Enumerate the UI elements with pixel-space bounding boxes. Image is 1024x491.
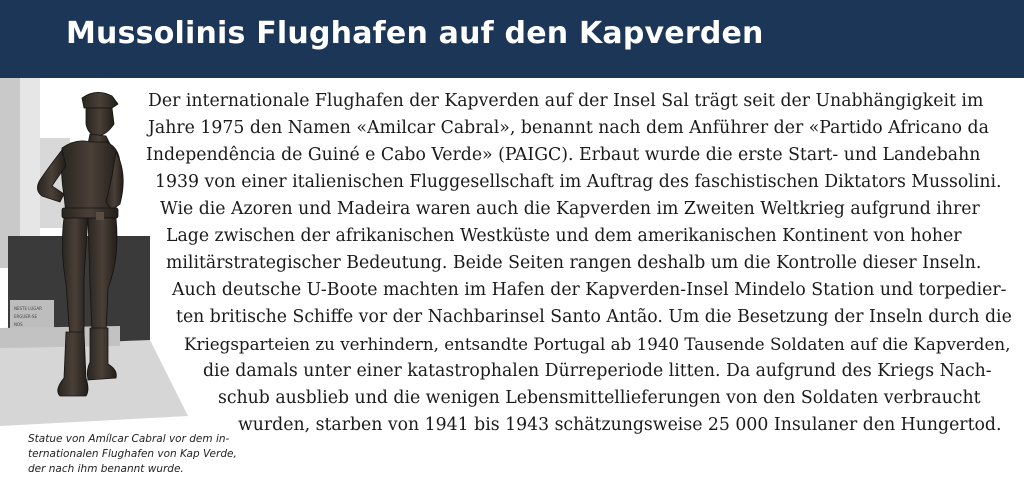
plaque-text: ERGUER-SE [14, 314, 37, 319]
article-line: die damals unter einer katastrophalen Dürreperiode litten. Da aufgrund des Kriegs Nach- [203, 361, 992, 381]
caption-line: ternationalen Flughafen von Kap Verde, [28, 448, 237, 460]
photo-caption [28, 432, 238, 477]
article-line: wurden, starben von 1941 bis 1943 schätzungsweise 25 000 Insulaner den Hungertod. [238, 415, 1002, 435]
page-title: Mussolinis Flughafen auf den Kapverden [66, 16, 764, 51]
caption-line: Statue von Amílcar Cabral vor dem in- [28, 433, 230, 445]
article-line: 1939 von einer italienischen Fluggesellschaft im Auftrag des faschistischen Diktators Mussolini. [155, 172, 1002, 192]
article-line: schub ausblieb und die wenigen Lebensmittellieferungen von den Soldaten verbraucht [218, 388, 981, 408]
article-line: Der internationale Flughafen der Kapverden auf der Insel Sal trägt seit der Unabhängigkeit im [148, 91, 984, 111]
article-line: militärstrategischer Bedeutung. Beide Seiten rangen deshalb um die Kontrolle dieser Inseln. [166, 253, 982, 273]
article-line: Independência de Guiné e Cabo Verde» (PAIGC). Erbaut wurde die erste Start- und Landebahn [146, 145, 981, 165]
caption-line: der nach ihm benannt wurde. [28, 463, 184, 475]
article-line: Kriegsparteien zu verhindern, entsandte Portugal ab 1940 Tausende Soldaten auf die Kapverden, [184, 334, 1011, 354]
article-line: Lage zwischen der afrikanischen Westküste und dem amerikanischen Kontinent von hoher [166, 226, 962, 246]
article-line: Auch deutsche U-Boote machten im Hafen der Kapverden-Insel Mindelo Station und torpedier- [172, 280, 1007, 300]
plaque-text: NESTE LUGAR [14, 306, 42, 311]
article-line: Wie die Azoren und Madeira waren auch die Kapverden im Zweiten Weltkrieg aufgrund ihrer [160, 199, 980, 219]
article-line: Jahre 1975 den Namen «Amilcar Cabral», benannt nach dem Anführer der «Partido Africano da [148, 118, 989, 138]
article-line: ten britische Schiffe vor der Nachbarinsel Santo Antão. Um die Besetzung der Inseln durch die [176, 307, 1012, 327]
plaque-text: NOS [14, 322, 23, 327]
title-banner [0, 0, 1024, 78]
